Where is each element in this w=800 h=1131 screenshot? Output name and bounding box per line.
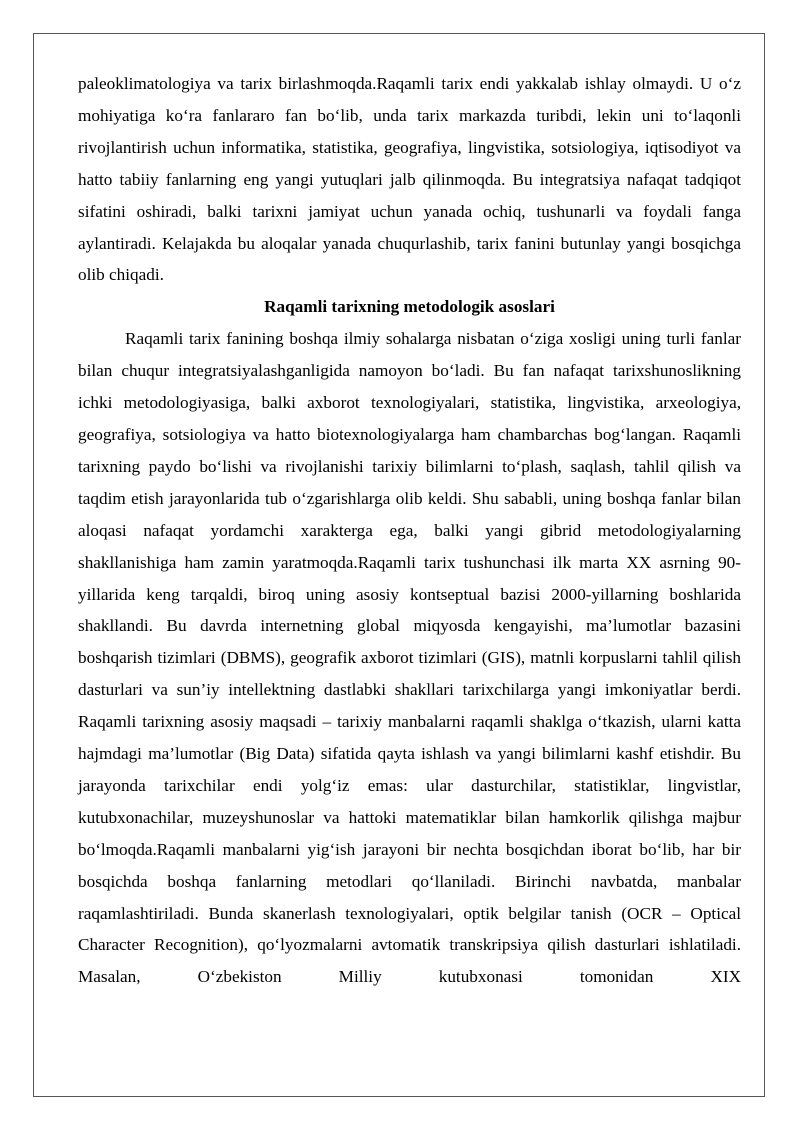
- paragraph-1: paleoklimatologiya va tarix birlashmoqda.Raqamli tarix endi yakkalab ishlay olmaydi. U o‘z mohiyatiga ko‘ra fanlararo fan bo‘lib, unda tarix markazda turibdi, lekin uni to‘laqonli rivojlantirish uchun informatika, statistika, geografiya, lingvistika, sotsiologiya, iqtisodiyot va hatto tabiiy fanlarning eng yangi yutuqlari jalb qilinmoqda. Bu integratsiya nafaqat tadqiqot sifatini oshiradi, balki tarixni jamiyat uchun yanada ochiq, tushunarli va foydali fanga aylantiradi. Kelajakda bu aloqalar yanada chuqurlashib, tarix fanini butunlay yangi bosqichga olib chiqadi.: [78, 74, 741, 285]
- section-heading: Raqamli tarixning metodologik asoslari: [264, 297, 555, 317]
- document-body: [78, 68, 741, 993]
- paragraph-2: Raqamli tarix fanining boshqa ilmiy sohalarga nisbatan o‘ziga xosligi uning turli fanlar bilan chuqur integratsiyalashganligida namoyon bo‘ladi. Bu fan nafaqat tarixshunoslikning ichki metodologiyasiga, balki axborot texnologiyalari, statistika, lingvistika, arxeologiya, geografiya, sotsiologiya va hatto biotexnologiyalarga ham chambarchas bog‘langan. Raqamli tarixning paydo bo‘lishi va rivojlanishi tarixiy bilimlarni to‘plash, saqlash, tahlil qilish va taqdim etish jarayonlarida tub o‘zgarishlarga olib keldi. Shu sababli, uning boshqa fanlar bilan aloqasi nafaqat yordamchi xarakterga ega, balki yangi gibrid metodologiyalarning shakllanishiga ham zamin yaratmoqda.Raqamli tarix tushunchasi ilk marta XX asrning 90-yillarida keng tarqaldi, biroq uning asosiy kontseptual bazisi 2000-yillarning boshlarida shakllandi. Bu davrda internetning global miqyosda kengayishi, ma’lumotlar bazasini boshqarish tizimlari (DBMS), geografik axborot tizimlari (GIS), matnli korpuslarni tahlil qilish dasturlari va sun’iy intellektning dastlabki shakllari tarixchilarga yangi imkoniyatlar berdi. Raqamli tarixning asosiy maqsadi – tarixiy manbalarni raqamli shaklga o‘tkazish, ularni katta hajmdagi ma’lumotlar (Big Data) sifatida qayta ishlash va yangi bilimlarni kashf etishdir. Bu jarayonda tarixchilar endi yolg‘iz emas: ular dasturchilar, statistiklar, lingvistlar, kutubxonachilar, muzeyshunoslar va hattoki matematiklar bilan hamkorlik qilishga majbur bo‘lmoqda.Raqamli manbalarni yig‘ish jarayoni bir nechta bosqichdan iborat bo‘lib, har bir bosqichda boshqa fanlarning metodlari qo‘llaniladi. Birinchi navbatda, manbalar raqamlashtiriladi. Bunda skanerlash texnologiyalari, optik belgilar tanish (OCR – Optical Character Recognition), qo‘lyozmalarni avtomatik transkripsiya qilish dasturlari ishlatiladi. Masalan, O‘zbekiston Milliy kutubxonasi tomonidan XIX: [78, 329, 741, 987]
